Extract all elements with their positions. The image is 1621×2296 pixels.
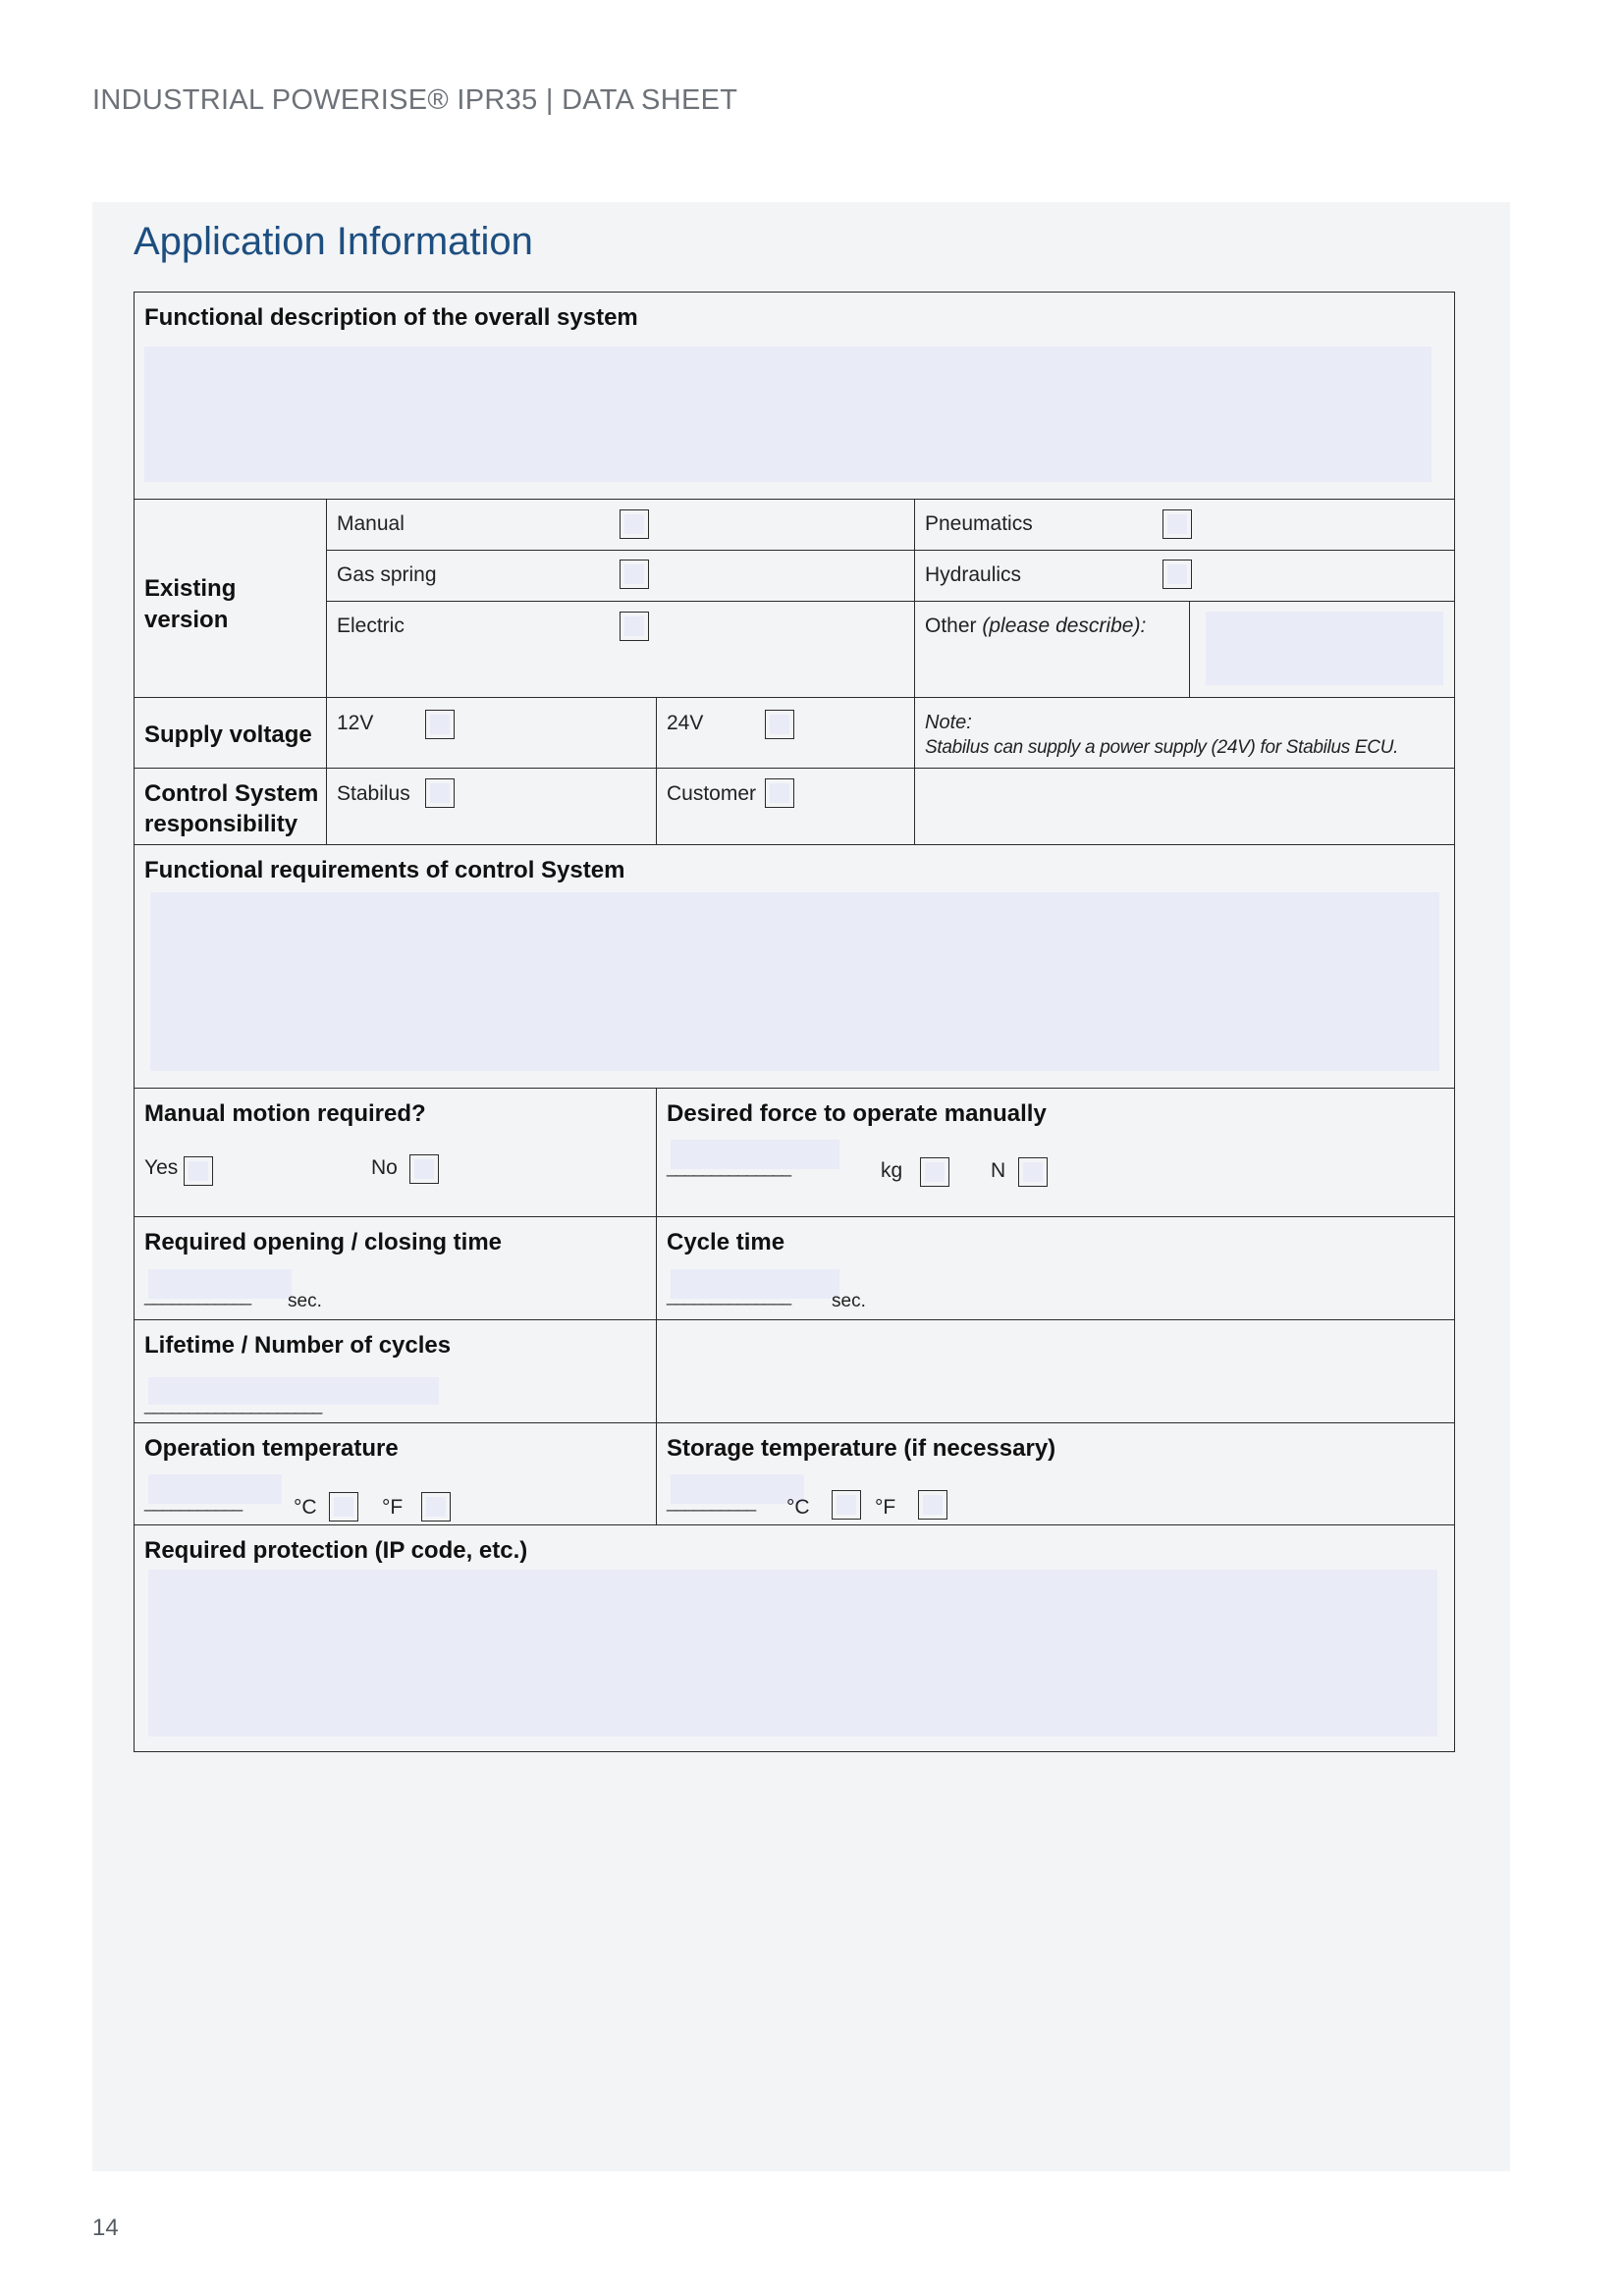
force-n-checkbox[interactable]	[1018, 1157, 1048, 1187]
functional-requirements-label: Functional requirements of control System	[144, 857, 625, 883]
stabilus-checkbox[interactable]	[425, 778, 455, 808]
functional-requirements-cell	[135, 845, 1455, 1089]
storage-temp-label: Storage temperature (if necessary)	[667, 1435, 1056, 1462]
manual-motion-yes-checkbox[interactable]	[184, 1156, 213, 1186]
opening-time-cell	[135, 1217, 657, 1320]
pneumatics-checkbox[interactable]	[1162, 509, 1192, 539]
opening-time-unit: sec.	[288, 1291, 322, 1311]
cycle-time-unit: sec.	[832, 1291, 866, 1311]
functional-description-cell	[135, 293, 1455, 500]
operation-temp-line: ___________	[144, 1492, 243, 1512]
manual-motion-yes-label: Yes	[144, 1156, 179, 1179]
customer-label: Customer	[667, 782, 757, 805]
supply-voltage-note	[915, 698, 1455, 769]
storage-temp-f-checkbox[interactable]	[918, 1490, 947, 1520]
control-system-stabilus	[327, 769, 657, 845]
page-number: 14	[92, 2215, 119, 2241]
desired-force-line: ______________	[667, 1157, 791, 1177]
other-label-hint: (please describe):	[982, 614, 1147, 637]
option-other-label	[925, 614, 1146, 638]
option-hydraulics	[915, 551, 1455, 602]
option-electric	[327, 602, 915, 698]
storage-temp-f-label: °F	[875, 1496, 896, 1519]
hydraulics-checkbox[interactable]	[1162, 560, 1192, 589]
customer-checkbox[interactable]	[765, 778, 794, 808]
cycle-time-cell	[657, 1217, 1455, 1320]
gas-spring-checkbox[interactable]	[620, 560, 649, 589]
application-form	[134, 292, 1455, 1752]
storage-temp-line: __________	[667, 1492, 756, 1512]
functional-requirements-input[interactable]	[150, 892, 1439, 1071]
cycle-time-label: Cycle time	[667, 1229, 785, 1255]
manual-motion-cell	[135, 1089, 657, 1217]
control-system-label: Control System responsibility	[144, 780, 319, 837]
option-pneumatics	[915, 500, 1455, 551]
force-kg-label: kg	[881, 1159, 903, 1182]
manual-motion-no-label: No	[371, 1156, 398, 1179]
option-hydraulics-label: Hydraulics	[925, 563, 1022, 586]
manual-motion-no-checkbox[interactable]	[409, 1154, 439, 1184]
opening-time-label: Required opening / closing time	[144, 1229, 503, 1255]
supply-voltage-12v	[327, 698, 657, 769]
lifetime-line: ____________________	[144, 1395, 322, 1415]
lifetime-empty	[657, 1320, 1455, 1423]
supply-voltage-24v	[657, 698, 915, 769]
note-title: Note:	[925, 712, 972, 733]
storage-temp-cell	[657, 1423, 1455, 1525]
protection-label: Required protection (IP code, etc.)	[144, 1537, 528, 1564]
supply-voltage-label-cell	[135, 698, 327, 769]
storage-temp-c-checkbox[interactable]	[832, 1490, 861, 1520]
protection-cell	[135, 1525, 1455, 1752]
option-manual-label: Manual	[337, 512, 405, 535]
functional-description-input[interactable]	[144, 347, 1432, 482]
voltage-24v-checkbox[interactable]	[765, 710, 794, 739]
control-system-label-cell	[135, 769, 327, 845]
operation-temp-f-checkbox[interactable]	[421, 1492, 451, 1522]
section-title: Application Information	[134, 220, 533, 263]
operation-temp-cell	[135, 1423, 657, 1525]
supply-voltage-label: Supply voltage	[144, 721, 312, 748]
operation-temp-c-label: °C	[294, 1496, 317, 1519]
functional-description-label: Functional description of the overall system	[144, 304, 638, 331]
operation-temp-f-label: °F	[382, 1496, 404, 1519]
existing-version-label-cell	[135, 500, 327, 698]
lifetime-label: Lifetime / Number of cycles	[144, 1332, 452, 1359]
document-header: INDUSTRIAL POWERISE® IPR35 | DATA SHEET	[92, 84, 738, 116]
desired-force-cell	[657, 1089, 1455, 1217]
operation-temp-label: Operation temperature	[144, 1435, 399, 1462]
voltage-12v-checkbox[interactable]	[425, 710, 455, 739]
voltage-12v-label: 12V	[337, 712, 374, 734]
other-describe-input[interactable]	[1206, 612, 1443, 685]
existing-version-label: Existing version	[144, 575, 237, 633]
other-label-text: Other	[925, 614, 983, 637]
option-other	[915, 602, 1190, 698]
electric-checkbox[interactable]	[620, 612, 649, 641]
option-manual	[327, 500, 915, 551]
option-electric-label: Electric	[337, 614, 405, 637]
manual-checkbox[interactable]	[620, 509, 649, 539]
manual-motion-label: Manual motion required?	[144, 1100, 426, 1127]
storage-temp-c-label: °C	[786, 1496, 810, 1519]
control-system-empty	[915, 769, 1455, 845]
cycle-time-line: ______________	[667, 1286, 791, 1306]
protection-input[interactable]	[148, 1570, 1437, 1736]
voltage-24v-label: 24V	[667, 712, 704, 734]
note-text: Stabilus can supply a power supply (24V) for Stabilus ECU.	[925, 737, 1399, 758]
desired-force-label: Desired force to operate manually	[667, 1100, 1047, 1127]
operation-temp-c-checkbox[interactable]	[329, 1492, 358, 1522]
control-system-customer	[657, 769, 915, 845]
stabilus-label: Stabilus	[337, 782, 410, 805]
option-pneumatics-label: Pneumatics	[925, 512, 1033, 535]
option-gas-spring-label: Gas spring	[337, 563, 437, 586]
lifetime-cell	[135, 1320, 657, 1423]
opening-time-line: ____________	[144, 1286, 251, 1306]
other-describe-cell	[1190, 602, 1455, 698]
force-kg-checkbox[interactable]	[920, 1157, 949, 1187]
option-gas-spring	[327, 551, 915, 602]
force-n-label: N	[991, 1159, 1006, 1182]
